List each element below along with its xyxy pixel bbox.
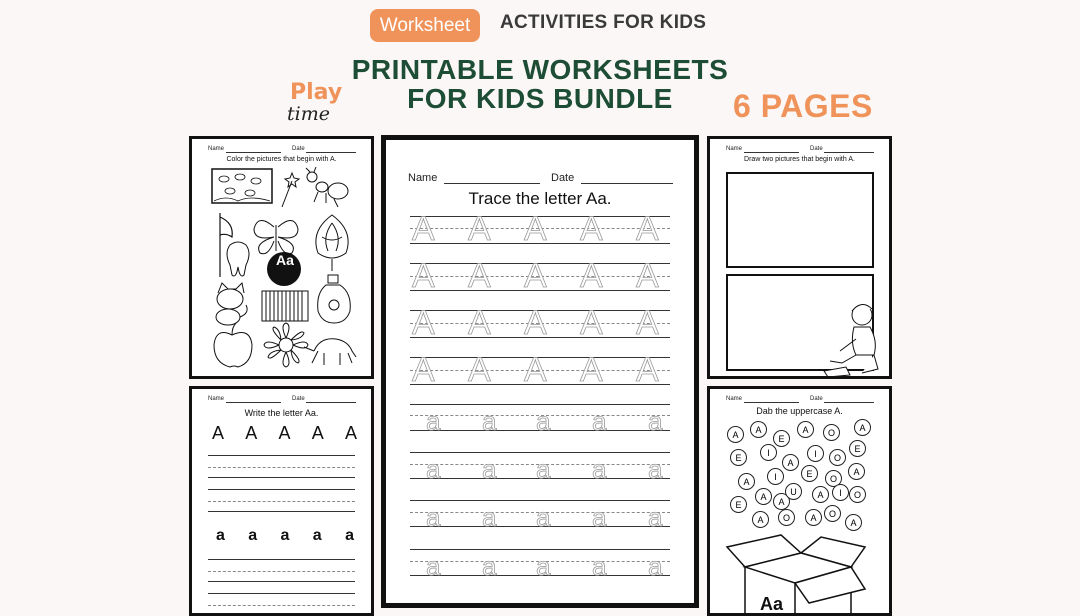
date-label: Date [551,172,575,184]
model-letter: a [312,527,322,544]
dab-circle[interactable]: A [727,426,744,443]
dab-circle[interactable]: A [854,419,871,436]
trace-letter: a [536,551,551,581]
name-label: Name [208,396,225,402]
dab-circle[interactable]: A [845,514,862,531]
logo-time: time [287,103,330,125]
instruction: Color the pictures that begin with A. [226,156,337,163]
tagline: ACTIVITIES FOR KIDS [500,12,707,33]
logo-play: Play [290,80,343,105]
dab-circle[interactable]: U [785,483,802,500]
sheet-dab-letters [707,386,892,616]
trace-letter: a [426,502,441,532]
trace-letter: A [524,304,547,342]
anteater-icon [304,339,356,365]
trace-letter: A [636,210,659,248]
trace-letter: a [482,502,497,532]
dab-circle[interactable]: A [750,421,767,438]
name-label: Name [408,172,438,184]
model-letter: a [280,527,290,544]
trace-letter: A [580,257,603,295]
trace-letter: a [482,551,497,581]
dab-circle[interactable]: A [812,486,829,503]
model-letter: A [245,423,258,443]
open-box-icon [725,531,875,616]
dab-circle[interactable]: O [825,470,842,487]
trace-letter: A [524,257,547,295]
trace-letter: a [592,454,607,484]
trace-letter: A [580,210,603,248]
dab-circle[interactable]: O [824,505,841,522]
apple-icon [214,323,252,367]
trace-letter: A [412,304,435,342]
trace-letter: a [648,454,663,484]
dab-circle[interactable]: I [760,444,777,461]
page-title [340,55,740,113]
sheet-color-pictures [189,136,374,379]
tooth-icon [227,242,249,276]
dab-circle[interactable]: E [730,449,747,466]
worksheet-badge: Worksheet [370,9,480,42]
trace-letter: a [648,406,663,436]
lowercase-model-row [216,527,354,545]
trace-letter: A [412,351,435,389]
trace-letter: A [636,257,659,295]
trace-letter: A [636,304,659,342]
trace-letter: a [536,406,551,436]
instruction: Write the letter Aa. [244,408,319,418]
date-label: Date [810,396,823,402]
dab-circle[interactable]: O [778,509,795,526]
name-label: Name [726,396,743,402]
dab-circle[interactable]: A [848,463,865,480]
trace-letter: a [536,454,551,484]
trace-letter: a [482,454,497,484]
wand-icon [282,173,299,207]
trace-letter: A [412,210,435,248]
trace-letter: A [524,351,547,389]
dab-circle[interactable]: E [849,440,866,457]
dab-circle[interactable]: E [773,430,790,447]
trace-letter: a [648,551,663,581]
pages-count: 6 PAGES [733,88,873,124]
ant-icon [306,167,348,207]
trace-letter: a [592,406,607,436]
name-label: Name [208,146,225,152]
dab-circle[interactable]: A [738,473,755,490]
sheet-trace-letters [381,135,699,608]
letter-badge: Aa [276,252,294,268]
date-label: Date [810,146,823,152]
dab-circle[interactable]: A [782,454,799,471]
dab-circle[interactable]: E [801,465,818,482]
trace-letter: a [592,502,607,532]
cat-icon [216,283,247,325]
model-letter: A [344,423,357,443]
trace-letter: A [636,351,659,389]
artichoke-icon [316,215,348,271]
acid-bottle-icon [318,275,351,323]
name-label: Name [726,146,743,152]
model-letter: A [212,423,225,443]
trace-letter: a [426,551,441,581]
sheet-draw-pictures [707,136,892,379]
title-line-1: PRINTABLE WORKSHEETS [351,54,729,85]
dab-circle[interactable]: O [823,424,840,441]
accordion-icon [262,291,308,321]
trace-letter: a [482,406,497,436]
trace-letter: A [524,210,547,248]
anemone-flower-icon [264,323,308,367]
dab-circle[interactable]: E [730,496,747,513]
sheet-write-letter [189,386,374,616]
trace-letter: a [648,502,663,532]
model-letter: a [216,527,225,544]
model-letter: a [248,527,258,544]
trace-letter: A [580,304,603,342]
model-letter: a [345,527,354,544]
trace-letter: a [426,454,441,484]
dab-circle[interactable]: O [829,449,846,466]
model-letter: A [278,423,291,443]
trace-letter: A [468,257,491,295]
instruction: Trace the letter Aa. [468,189,612,208]
coloring-pictures [210,167,358,372]
dab-circle[interactable]: A [752,511,769,528]
child-drawing-icon [822,299,888,379]
trace-letter: a [536,502,551,532]
trace-letter: A [412,257,435,295]
dab-circle[interactable]: I [807,445,824,462]
instruction: Draw two pictures that begin with A. [744,156,855,163]
date-label: Date [292,396,305,402]
trace-letter: A [468,351,491,389]
model-letter: A [311,423,324,443]
dab-circle[interactable]: A [755,488,772,505]
date-label: Date [292,146,305,152]
dab-circle[interactable]: A [797,421,814,438]
trace-letter: a [426,406,441,436]
trace-letter: a [592,551,607,581]
title-line-2: FOR KIDS BUNDLE [407,83,673,114]
drawing-box-1[interactable] [726,172,874,268]
uppercase-model-row [212,423,357,444]
trace-letter: A [468,210,491,248]
dab-circle[interactable]: A [773,493,790,510]
dab-circle[interactable]: O [849,486,866,503]
dab-circle[interactable]: I [767,468,784,485]
dab-circle[interactable]: I [832,484,849,501]
instruction: Dab the uppercase A. [756,406,843,416]
box-label: Aa [760,594,784,614]
butterfly-icon [254,220,298,253]
dab-circle[interactable]: A [805,509,822,526]
trace-letter: A [580,351,603,389]
trace-letter: A [468,304,491,342]
